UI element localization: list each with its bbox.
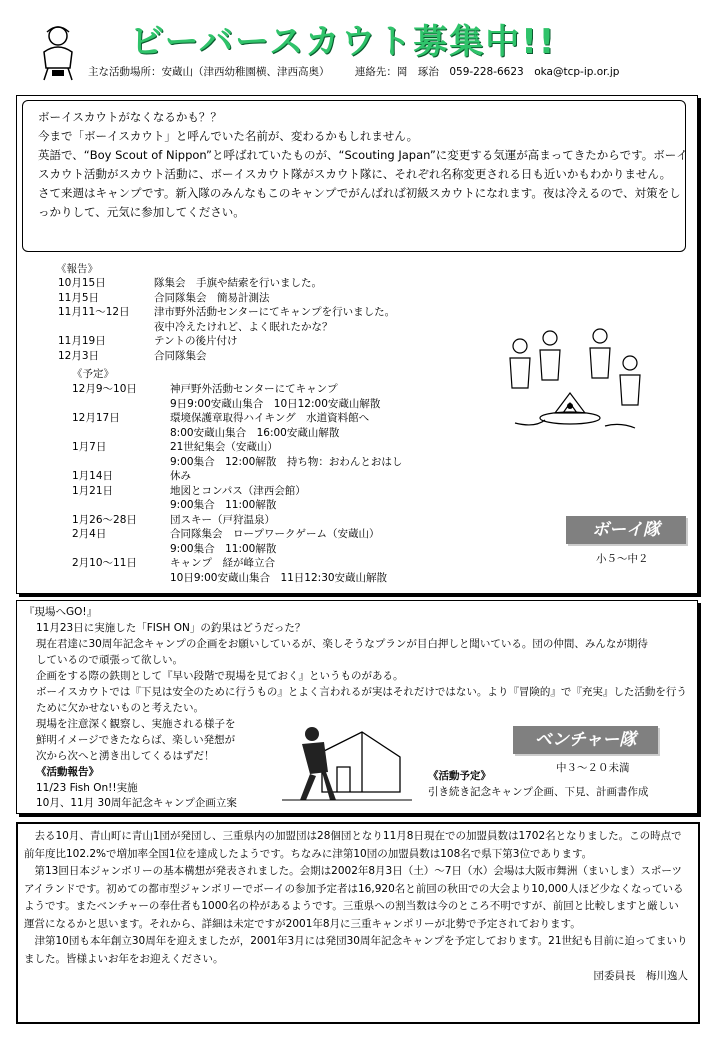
venture-line: 11月23日に実施した「FISH ON」の釣果はどうだった？ xyxy=(36,622,306,634)
venture-line: しているので頑張って欲しい。 xyxy=(36,654,183,666)
scouts-campfire-illustration xyxy=(495,318,655,438)
plan-heading: 《予定》 xyxy=(72,368,114,380)
intro-line: 英語で、“Boy Scout of Nippon”と呼ばれていたものが、“Scouting Japan”に変更する気運が高まってきたからです。ボーイスカウト活動がスカウト活動に、ボーイスカウト隊がスカウト隊に、それぞれ名称変更される日も近いかもわかりません。 xyxy=(38,148,688,181)
venture-report-item: 11/23 Fish On!!実施 xyxy=(36,782,138,794)
schedule-text: 9日9:00安蔵山集合 10日12:00安蔵山解散 xyxy=(170,397,381,410)
schedule-text: 合同隊集会 ロープワークゲーム（安蔵山） xyxy=(170,528,380,540)
venture-line: ボーイスカウトでは『下見は安全のために行うもの』とよく言われるが実はそれだけではない。より『冒険的』で『充実』した活動を行う xyxy=(36,686,687,698)
schedule-text: 地図とコンパス（津西会館） xyxy=(170,484,306,497)
schedule-text: テントの後片付け xyxy=(154,335,238,347)
schedule-text: 21世紀集会（安蔵山） xyxy=(170,441,278,453)
schedule-text: 環境保護章取得ハイキング 水道資料館へ xyxy=(170,412,370,424)
schedule-text: 10日9:00安蔵山集合 11日12:30安蔵山解散 xyxy=(170,571,388,584)
schedule-date: 1月21日 xyxy=(72,484,114,497)
schedule-text: 休み xyxy=(170,470,191,482)
schedule-date: 2月4日 xyxy=(72,528,107,540)
venture-line: ために欠かせないものと考えたい。 xyxy=(36,702,204,714)
contact-info: 連絡先：岡 琢治 059-228-6623 oka@tcp-ip.or.jp xyxy=(354,66,620,78)
schedule-date: 11月11～12日 xyxy=(58,306,130,318)
schedule-text: 津市野外活動センターにてキャンプを行いました。 xyxy=(154,306,396,318)
schedule-text: 神戸野外活動センターにてキャンプ xyxy=(170,383,338,395)
venture-troop-badge: ベンチャー隊 xyxy=(513,726,658,754)
venture-line: 次から次へと湧き出してくるはずだ！ xyxy=(36,750,215,762)
boy-troop-age: 小５～中２ xyxy=(596,553,649,565)
venture-troop-age: 中３～２０未満 xyxy=(556,762,630,774)
schedule-date: 12月9～10日 xyxy=(72,383,137,395)
venture-line: 現在君達に30周年記念キャンプの企画をお願いしているが、楽しそうなプランが目白押しと聞いている。団の仲間、みんなが期待 xyxy=(36,638,648,650)
intro-line: ボーイスカウトがなくなるかも？？ xyxy=(38,110,222,124)
venture-plan-text: 引き続き記念キャンプ企画、下見、計画書作成 xyxy=(428,786,649,798)
schedule-date: 10月15日 xyxy=(58,277,106,289)
schedule-text: 8:00安蔵山集合 16:00安蔵山解散 xyxy=(170,426,340,439)
signature: 団委員長 梅川逸人 xyxy=(593,970,688,982)
venture-line: 現場を注意深く観察し、実施される様子を xyxy=(36,718,236,730)
schedule-text: 9:00集合 12:00解散 持ち物：おわんとおはし xyxy=(170,455,403,468)
schedule-text: 隊集会 手旗や結索を行いました。 xyxy=(154,277,322,289)
boy-troop-badge: ボーイ隊 xyxy=(566,516,686,544)
message-paragraph: 去る10月、青山町に青山1団が発団し、三重県内の加盟団は28個団となり11月8日現在での加盟員数は1702名となりました。この時点で前年度比102.2%で増加率全国1位を達成したようです。ちなみに津第10団の加盟員数は108名で県下第3位であります。 xyxy=(24,830,682,860)
schedule-text: 合同隊集会 xyxy=(154,349,207,362)
hiker-illustration xyxy=(282,712,412,804)
schedule-date: 1月26～28日 xyxy=(72,513,137,526)
schedule-text: 団スキー（戸狩温泉） xyxy=(170,513,275,526)
intro-line: 今まで「ボーイスカウト」と呼んでいた名前が、変わるかもしれません。 xyxy=(38,129,419,143)
venture-report-heading: 《活動報告》 xyxy=(36,766,99,778)
schedule-date: 2月10～11日 xyxy=(72,557,137,569)
venture-line: 鮮明イメージできたならば、楽しい発想が xyxy=(36,734,236,746)
schedule-text: 9:00集合 11:00解散 xyxy=(170,499,277,511)
venture-line: 企画をする際の鉄則として『早い段階で現場を見ておく』というものがある。 xyxy=(36,670,404,682)
committee-message xyxy=(24,828,688,986)
message-paragraph: 津第10団も本年創立30周年を迎えましたが，2001年3月には発団30周年記念キャンプを予定しております。21世紀も目前に迫ってまいりました。皆様よいお年をお迎えください。 xyxy=(24,935,688,965)
venture-report-item: 10月、11月 30周年記念キャンプ企画立案 xyxy=(36,797,237,809)
report-heading: 《報告》 xyxy=(56,263,98,275)
venture-plan-heading: 《活動予定》 xyxy=(428,770,491,782)
schedule-text: キャンプ 経が峰立合 xyxy=(170,557,275,569)
schedule-text: 9:00集合 11:00解散 xyxy=(170,542,277,555)
boy-scout-intro xyxy=(38,108,688,222)
message-paragraph: 第13回日本ジャンボリーの基本構想が発表されました。会期は2002年8月3日（土）～7日（水）会場は大阪市舞洲（まいしま）スポーツアイランドです。初めての都市型ジャンボリーでボーイの参加予定者は16,920名と前回の秋田での大会より10,000人ほど少なくなっているようです。またベンチャーの奉仕者も1000名の枠があるようです。三重県への割当数は今のところ不明ですが、前回と比較しますと厳しい運営になるかと思います。それから、詳細は未定ですが2001年8月に三重キャンポリーが北勢で予定されております。 xyxy=(24,865,684,930)
schedule-text: 合同隊集会 簡易計測法 xyxy=(154,291,270,304)
venture-heading: 『現場へGO!』 xyxy=(24,606,98,618)
schedule-date: 1月14日 xyxy=(72,470,114,482)
schedule-date: 12月3日 xyxy=(58,349,100,362)
activity-place: 主な活動場所：安蔵山（津西幼稚園横、津西高奥） xyxy=(88,66,330,78)
page-title: ビーバースカウト募集中!! xyxy=(130,22,557,62)
schedule-date: 1月7日 xyxy=(72,441,107,453)
header-info xyxy=(88,64,641,79)
schedule-text: 夜中冷えたけれど、よく眠れたかな？ xyxy=(154,320,333,333)
intro-line: さて来週はキャンプです。新入隊のみんなもこのキャンプでがんばれば初級スカウトになれます。夜は冷えるので、対策をしっかりして、元気に参加してください。 xyxy=(38,186,681,219)
scout-logo-illustration xyxy=(30,22,86,82)
schedule-date: 11月19日 xyxy=(58,335,106,347)
schedule-date: 11月5日 xyxy=(58,291,100,304)
schedule-date: 12月17日 xyxy=(72,412,120,424)
